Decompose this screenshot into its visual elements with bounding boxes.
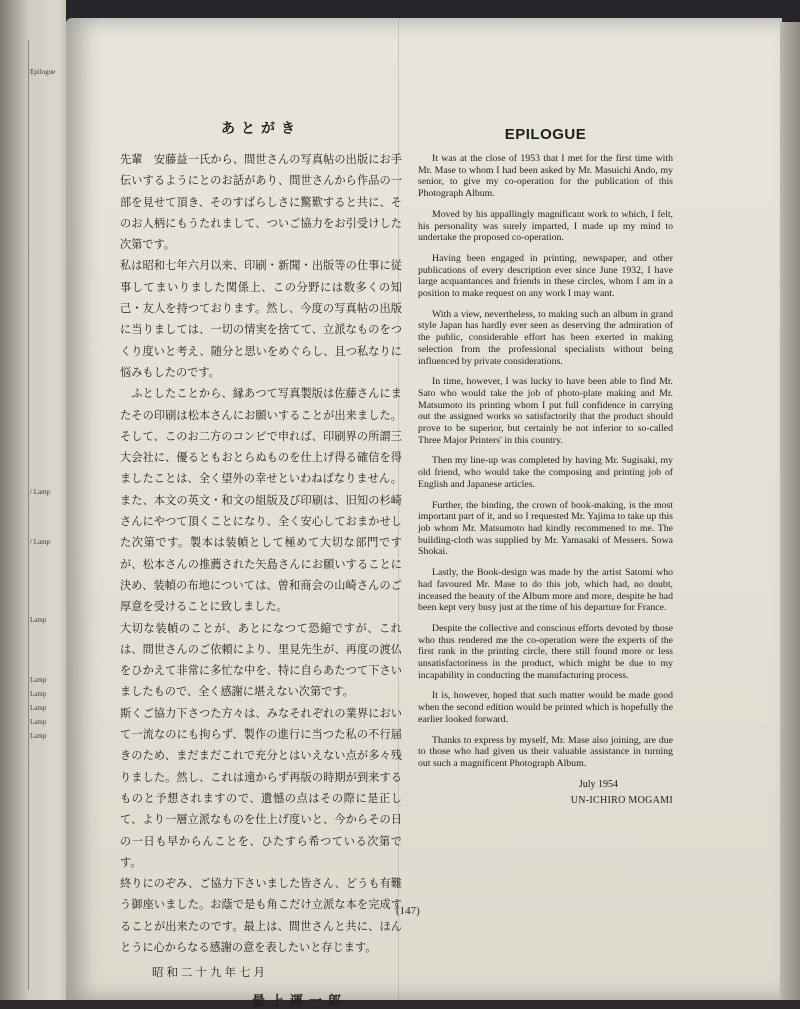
- margin-mark: Lamp: [30, 676, 47, 684]
- english-paragraph: With a view, nevertheless, to making such an album in grand style Japan has hardly ever seen as deserving the admiration of the public, considerable effort has been exerted in making selection from the professional specialists without being influenced by private considerations.: [418, 308, 673, 367]
- english-paragraph: Moved by his appallingly magnificant work to which, I felt, his personality was surely imparted, I made up my mind to undertake the proposed co-operation.: [418, 208, 673, 244]
- margin-mark: Lamp: [30, 616, 47, 624]
- english-epilogue: [418, 126, 673, 806]
- japanese-paragraph: 私は昭和七年六月以来、印刷・新聞・出版等の仕事に従事してまいりました関係上、この分野には数多くの知己・友人を持つております。然し、今度の写真帖の出版に当りましては、一切の情実を捨てて、立派なものをつくり度いと考え、随分と思いをめぐらし、且つ私なりに悩みもしたのです。: [120, 259, 402, 379]
- margin-mark: Lamp: [30, 732, 47, 740]
- margin-mark: Lamp: [30, 690, 47, 698]
- japanese-date: 昭和二十九年七月: [152, 965, 268, 980]
- english-paragraph: Thanks to express by myself, Mr. Mase also joining, are due to those who had given us their valuable assistance in turning out such a magnificent Photograph Album.: [418, 734, 673, 769]
- margin-mark: / Lamp: [30, 538, 51, 546]
- japanese-paragraph: ふとしたことから、縁あつて写真製版は佐藤さんにまたその印刷は松本さんにお願いすることが出来ました。そして、このお二方のコンビで申れば、印刷界の所謂三大会社に、優るともおとらぬものを仕上げ得る確信を得ましたことは、全く望外の幸せといわねばなりません。また、本文の英文・和文の組版及び印刷は、旧知の杉崎さんにやつて頂くことになり、全く安心しておまかせした次第です。製本は装幀として極めて大切な部門ですが、松本さんの推薦された矢島さんにお願いすることに決め、装幀の布地については、曽和商会の山崎さんのご厚意を受けることに致しました。: [120, 387, 402, 614]
- japanese-afterword: [120, 118, 402, 1009]
- next-page-edge: [780, 22, 800, 1000]
- margin-mark: / Lamp: [30, 488, 51, 496]
- previous-page-edge: [0, 0, 72, 1000]
- english-paragraph: Then my line-up was completed by having Mr. Sugisaki, my old friend, who would take the composing and printing job of English and Japanese articles.: [418, 455, 673, 490]
- margin-mark: Lamp: [30, 718, 47, 726]
- english-date: July 1954: [578, 778, 618, 790]
- english-paragraph: Lastly, the Book-design was made by the artist Satomi who had favoured Mr. Mase to do this job, which had, no doubt, inceased the beauty of the Album more and more, despite he had been kept very busy just at the time of his departure for France.: [418, 567, 673, 614]
- english-paragraph: Despite the collective and conscious efforts devoted by those who thus rendered me the co-operation were the experts of the first rank in the printing circle, there still found more or less unsatisfactoriness in the product, which might be due to my incapability in conducting the manufacturing process.: [418, 622, 673, 681]
- margin-mark: Lamp: [30, 704, 47, 712]
- page-edge-frame: [28, 40, 69, 990]
- page-number: (147): [396, 905, 420, 917]
- japanese-title: あとがき: [221, 121, 301, 137]
- japanese-author: 最上運一郎: [252, 994, 348, 1009]
- english-author: UN-ICHIRO MOGAMI: [570, 794, 673, 806]
- margin-header: Epilogue: [30, 68, 56, 76]
- japanese-paragraph: 先輩 安藤益一氏から、間世さんの写真帖の出版にお手伝いするようにとのお話があり、間世さんから作品の一部を見せて頂き、そのすばらしさに驚歎すると共に、そのお人柄にもうたれまして、ついご協力をお引受けした次第です。: [120, 153, 402, 252]
- english-paragraph: Having been engaged in printing, newspaper, and other publications of every description ever since June 1932, I have large acquantances and friends in these circles, whom I am in a position to make request on any work I may want.: [418, 252, 673, 300]
- english-paragraph: It is, however, hoped that such matter would be made good when the second edition would be printed which is hopefully the earlier looked forward.: [418, 690, 673, 725]
- japanese-paragraph: 終りにのぞみ、ご協力下さいました皆さん、どうも有難う御座いました。お蔭で是も角こだけ立派な本を完成することが出来たのです。最上は、間世さんと共に、ほんとうに心からなる感謝の意を表したいと存じます。: [120, 877, 402, 954]
- japanese-paragraph: 斯くご協力下さつた方々は、みなそれぞれの業界において一流なのにも拘らず、製作の進行に当つた私の不行届きのため、まだまだこれで充分とはいえない点が多々残りました。然し、これは遠からず再版の時期が到来するものと予想されますので、遺憾の点はその際に是正して、より一層立派なものを仕上げ度いと、今からその日の一日も早からんことを、ひたすら希つている次第です。: [120, 706, 402, 869]
- japanese-paragraph: 大切な装幀のことが、あとになつて恐縮ですが、これは、間世さんのご依頼により、里見先生が、再度の渡仏をひかえて非常に多忙な中を、特に自らあたつて下さいましたもので、全く感謝に堪えない次第です。: [120, 621, 402, 699]
- english-paragraph: It was at the close of 1953 that I met for the first time with Mr. Mase to whom I had been asked by Mr. Masuichi Ando, my senior, to give my co-operation for the publication of this Photograph Album.: [418, 153, 673, 200]
- english-paragraph: Further, the binding, the crown of book-making, is the most important part of it, and so I requested Mr. Yajima to take up this job whom Mr. Matsumoto had kindly recommened to me. The building-cloth was supplied by Mr. Yamasaki of Messers. Sowa Shokai.: [418, 499, 673, 558]
- english-title: EPILOGUE: [504, 126, 587, 143]
- english-paragraph: In time, however, I was lucky to have been able to find Mr. Sato who would take the job of photo-plate making and Mr. Matsumoto its printing whom I put full confidence in carrying out the assigned works so satisfactorily that the product should prove to be superior, but certainly be not inferior to so-called Three Major Printers' in this country.: [418, 376, 673, 446]
